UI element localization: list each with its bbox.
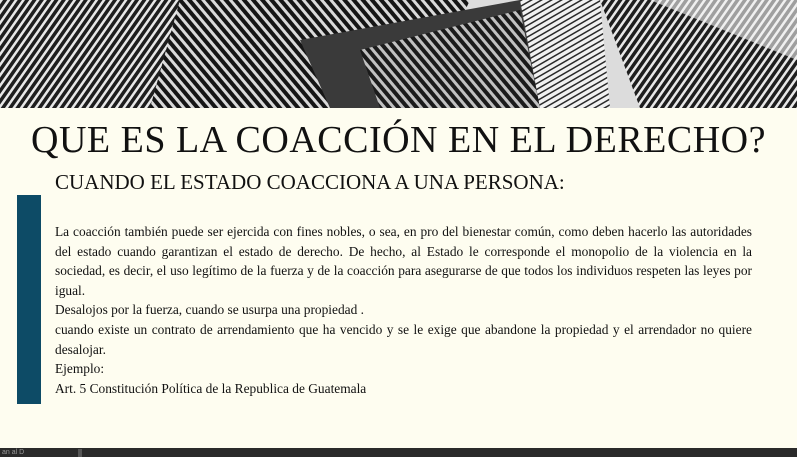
header-image-building (0, 0, 797, 108)
footer-text: an al D (2, 449, 25, 456)
body-paragraph-articulo: Art. 5 Constitución Política de la Republica de Guatemala (55, 380, 367, 396)
body-paragraph-coaccion: La coacción también puede ser ejercida con fines nobles, o sea, en pro del bienestar común, como deben hacerlo las autoridades del estado cuando garantizan el estado de derecho. De hecho, al Estado le corresponde el monopolio de la violencia en la sociedad, es decir, el uso legítimo de la fuerza y de la coacción para asegurarse de que todos los individuos respeten las leyes por igual. (55, 224, 752, 298)
building-facade-photo (0, 0, 797, 108)
body-paragraph-arrendamiento: cuando existe un contrato de arrendamiento que ha vencido y se le exige que abandone la propiedad y el arrendador no quiere desalojar. (55, 321, 752, 357)
accent-bar (17, 195, 41, 404)
slide-subtitle: CUANDO EL ESTADO COACCIONA A UNA PERSONA: (55, 170, 565, 194)
body-paragraph-ejemplo: Ejemplo: (55, 361, 105, 377)
slide-title: QUE ES LA COACCIÓN EN EL DERECHO? (31, 119, 766, 161)
body-paragraph-desalojos: Desalojos por la fuerza, cuando se usurpa una propiedad . (55, 302, 364, 318)
footer-mark (78, 449, 82, 457)
slide-body (55, 222, 752, 398)
slide-content (0, 108, 797, 448)
footer-bar (0, 448, 797, 457)
